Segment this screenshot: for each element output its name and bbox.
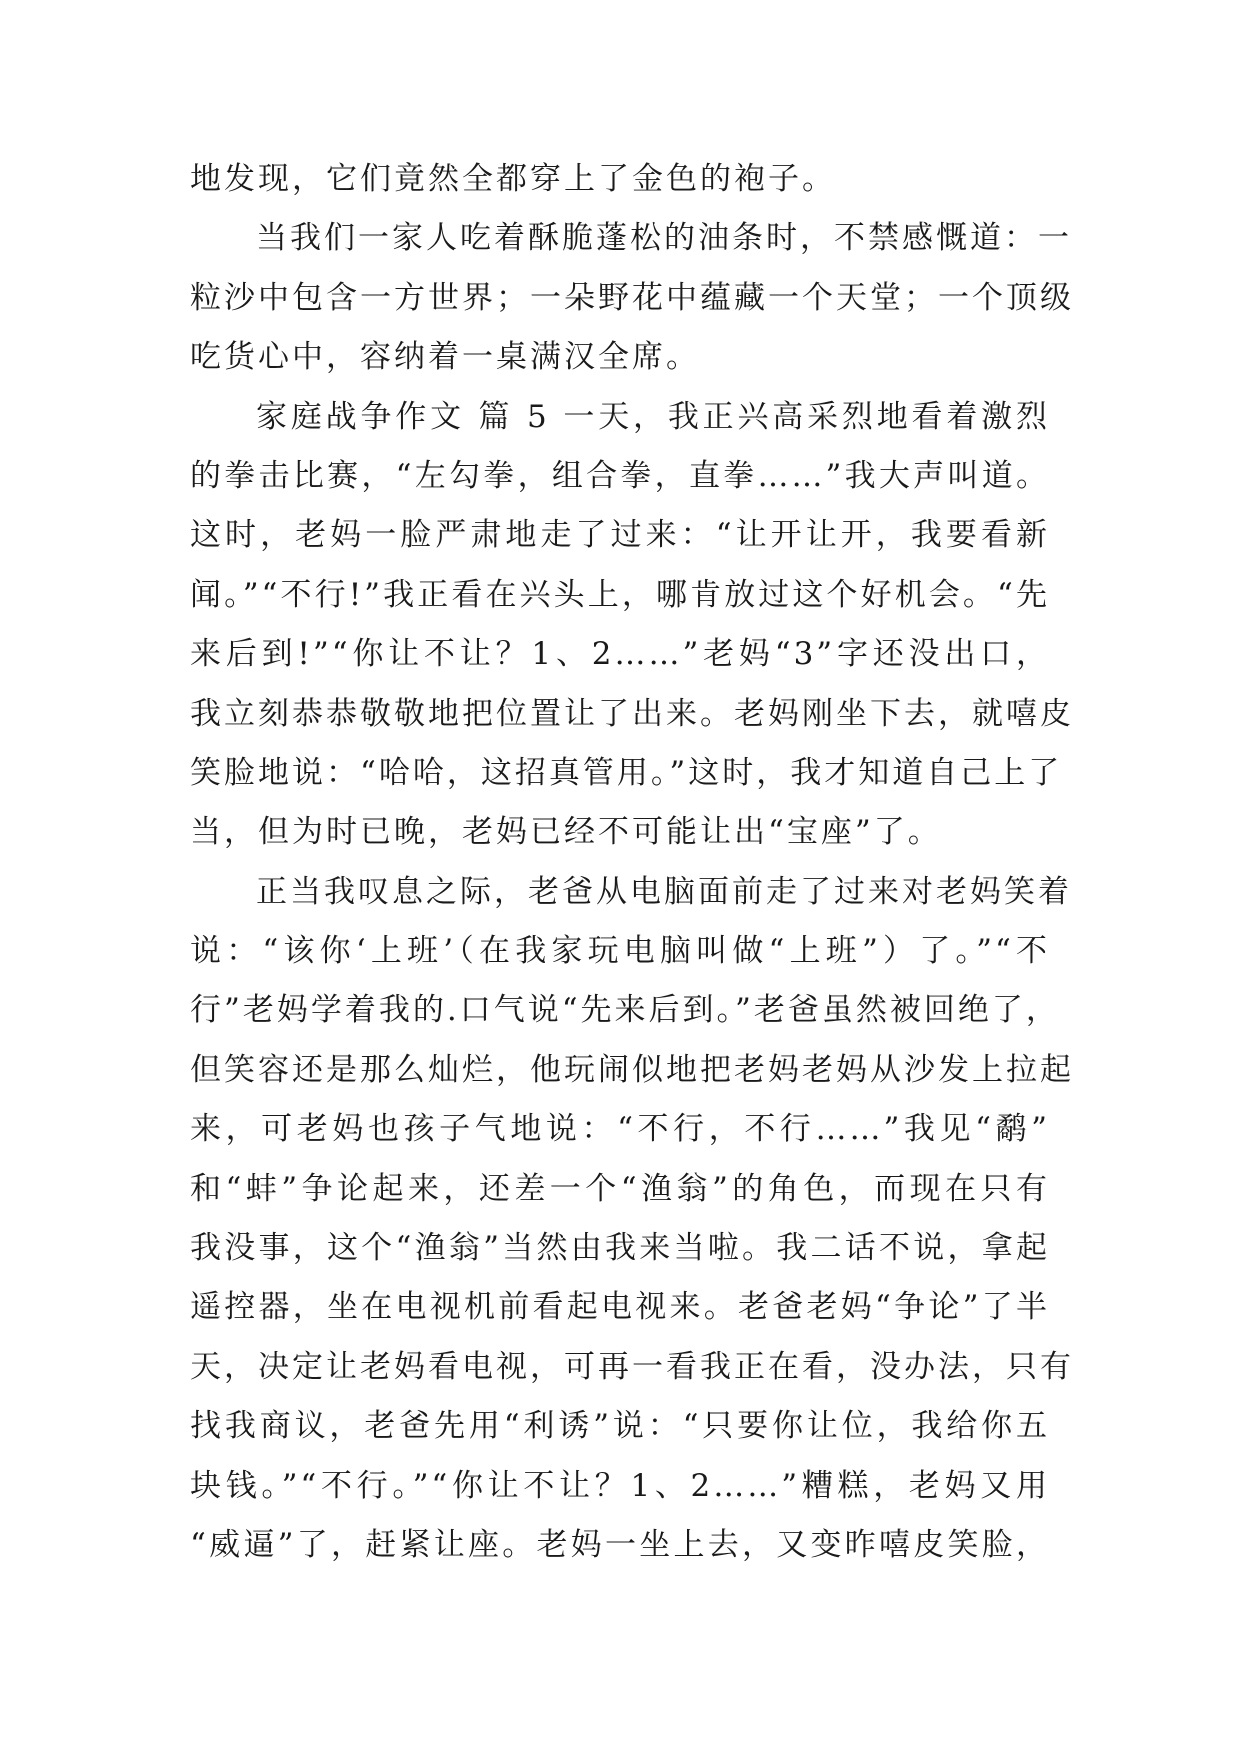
section-heading-line: 家庭战争作文 篇 5 一天，我正兴高采烈地看着激烈 [256,398,1050,435]
text-line: 粒沙中包含一方世界；一朵野花中蕴藏一个天堂；一个顶级 [190,279,1074,316]
document-page [190,150,1074,1575]
text-line: 我立刻恭恭敬敬地把位置让了出来。老妈刚坐下去，就嘻皮 [190,695,1074,732]
text-line: 遥控器，坐在电视机前看起电视来。老爸老妈“争论”了半 [190,1289,1050,1326]
text-line: 但笑容还是那么灿烂，他玩闹似地把老妈老妈从沙发上拉起 [190,1051,1074,1088]
text-line: 的拳击比赛，“左勾拳，组合拳，直拳……”我大声叫道。 [190,457,1050,494]
text-line: 说：“该你‘上班’（在我家玩电脑叫做“上班”）了。”“不 [190,933,1050,970]
text-line: 行”老妈学着我的.口气说“先来后到。”老爸虽然被回绝了， [190,992,1060,1029]
text-line: 吃货心中，容纳着一桌满汉全席。 [190,339,700,376]
text-line: 地发现，它们竟然全都穿上了金色的袍子。 [190,161,836,197]
text-line: 我没事，这个“渔翁”当然由我来当啦。我二话不说，拿起 [190,1230,1050,1267]
text-line: “威逼”了，赶紧让座。老妈一坐上去，又变昨嘻皮笑脸， [190,1526,1050,1563]
text-line: 天，决定让老妈看电视，可再一看我正在看，没办法，只有 [190,1348,1074,1385]
text-line: 和“蚌”争论起来，还差一个“渔翁”的角色，而现在只有 [190,1170,1050,1207]
text-line: 来，可老妈也孩子气地说：“不行，不行……”我见“鹬” [190,1111,1050,1148]
text-line: 笑脸地说：“哈哈，这招真管用。”这时，我才知道自己上了 [190,754,1063,791]
text-line: 来后到!”“你让不让？1、2……”老妈“3”字还没出口， [190,636,1050,673]
text-line: 当，但为时已晚，老妈已经不可能让出“宝座”了。 [190,814,942,851]
text-line: 闻。”“不行!”我正看在兴头上，哪肯放过这个好机会。“先 [190,576,1050,613]
paragraph-first-line: 正当我叹息之际，老爸从电脑面前走了过来对老妈笑着 [256,873,1072,910]
text-line: 找我商议，老爸先用“利诱”说：“只要你让位，我给你五 [190,1408,1050,1445]
paragraph-first-line: 当我们一家人吃着酥脆蓬松的油条时，不禁感慨道：一 [256,220,1072,257]
text-line: 这时，老妈一脸严肃地走了过来：“让开让开，我要看新 [190,517,1050,554]
text-line: 块钱。”“不行。”“你让不让？1、2……”糟糕，老妈又用 [190,1467,1050,1504]
